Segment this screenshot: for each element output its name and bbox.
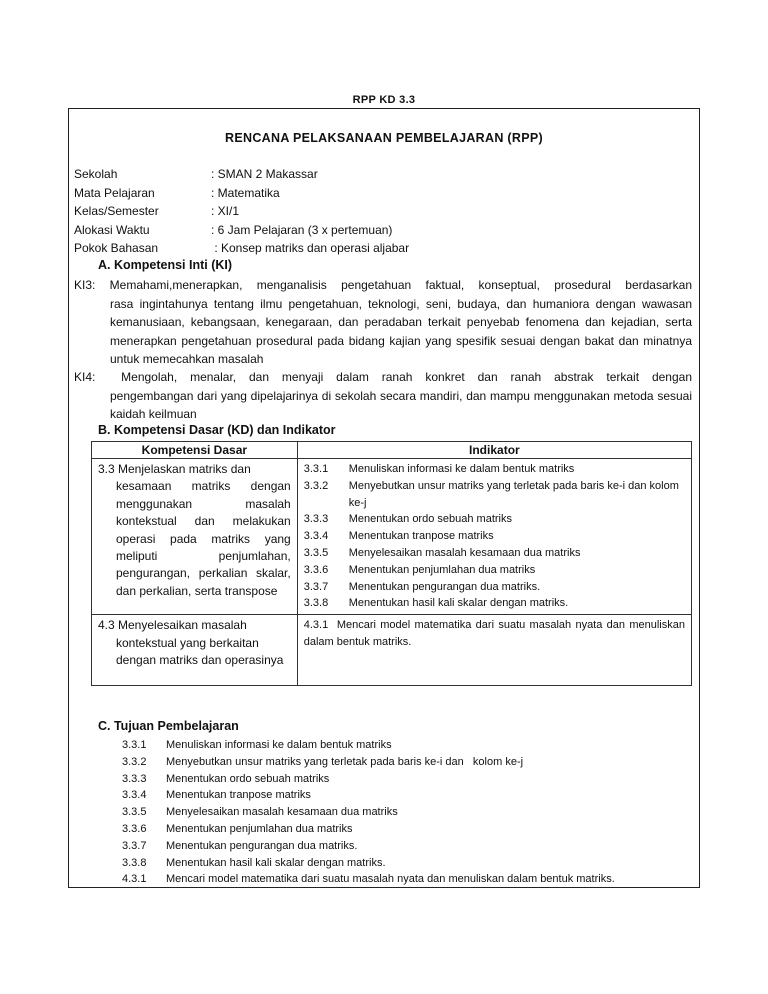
kd-cell: [92, 459, 298, 615]
table-header-row: [92, 442, 692, 459]
kd-3-3-body: kesamaan matriks dengan menggunakan masalah kontekstual dan melakukan operasi pada matriks yang meliputi penjumlahan, pengurangan, perkalian skalar, dan perkalian, serta transpose: [116, 479, 291, 598]
field-pokok-bahasan: [74, 239, 409, 258]
indicator-number: 3.3.4: [303, 530, 329, 543]
tujuan-text: Menentukan hasil kali skalar dengan matriks.: [166, 856, 386, 869]
field-mata-pelajaran: [74, 184, 409, 203]
indicator-text: Menyebutkan unsur matriks yang terletak pada baris ke-i dan kolom ke-j: [348, 479, 679, 509]
indicator-text: Mencari model matematika dari suatu masalah nyata dan menuliskan dalam bentuk matriks.: [303, 619, 685, 648]
tujuan-text: Menyebutkan unsur matriks yang terletak pada baris ke-i dan kolom ke-j: [166, 755, 524, 768]
indicator-number: 3.3.7: [303, 580, 329, 593]
tujuan-number: 3.3.4: [122, 789, 147, 802]
indicator-text: Menentukan pengurangan dua matriks.: [348, 580, 541, 593]
indicator-text: Menentukan penjumlahan dua matriks: [348, 563, 536, 576]
tujuan-text: Menyelesaikan masalah kesamaan dua matriks: [166, 806, 398, 819]
field-value: : 6 Jam Pelajaran (3 x pertemuan): [211, 222, 393, 237]
field-value: : SMAN 2 Makassar: [211, 167, 318, 181]
field-alokasi-waktu: [74, 221, 409, 240]
field-sekolah: [74, 165, 409, 184]
table-row: [92, 615, 692, 686]
tujuan-text: Menentukan tranpose matriks: [166, 789, 311, 802]
tujuan-text: Menuliskan informasi ke dalam bentuk matriks: [166, 739, 392, 751]
field-label: Kelas/Semester: [74, 204, 159, 218]
kd-cell: [92, 615, 298, 686]
list-item: [122, 771, 615, 788]
tujuan-number: 3.3.5: [122, 806, 147, 819]
indicator-item: [304, 461, 685, 478]
tujuan-list: [122, 737, 615, 888]
section-heading-kd: B. Kompetensi Dasar (KD) dan Indikator: [98, 423, 336, 437]
kd-3-3: [98, 461, 291, 600]
indicator-item: [304, 562, 685, 579]
identity-fields: [74, 165, 409, 258]
list-item: [122, 855, 615, 872]
list-item: [122, 821, 615, 838]
column-header-indikator: Indikator: [297, 442, 691, 459]
indicator-number: 3.3.8: [303, 597, 329, 610]
indicator-text: Menyelesaikan masalah kesamaan dua matriks: [348, 546, 581, 559]
table-row: [92, 459, 692, 615]
tujuan-number: 3.3.2: [122, 755, 147, 768]
indicator-cell: [297, 459, 691, 615]
field-label: Pokok Bahasan: [74, 241, 159, 255]
ki4-body: pengembangan dari yang dipelajarinya di sekolah secara mandiri, dan mampu menggunakan metoda sesuai kaidah keilmuan: [110, 388, 692, 421]
tujuan-number: 3.3.1: [122, 739, 147, 751]
indicator-number: 3.3.1: [303, 463, 329, 475]
page-header: RPP KD 3.3: [352, 94, 416, 106]
section-heading-ki: A. Kompetensi Inti (KI): [98, 258, 233, 272]
indicator-item: [304, 595, 685, 612]
list-item: [122, 787, 615, 804]
document-title: RENCANA PELAKSANAAN PEMBELAJARAN (RPP): [225, 131, 543, 145]
tujuan-number: 3.3.7: [122, 839, 147, 852]
tujuan-number: 3.3.3: [122, 772, 147, 785]
indicator-text: Menuliskan informasi ke dalam bentuk matriks: [348, 463, 575, 475]
indicator-number: 3.3.5: [303, 546, 329, 559]
list-item: [122, 737, 615, 754]
kd-4-3: [98, 617, 291, 669]
kd-4-3-body: kontekstual yang berkaitan dengan matriks dan operasinya: [116, 635, 284, 667]
field-label: Sekolah: [74, 167, 118, 181]
ki3-paragraph: [74, 276, 692, 369]
indicator-item: [304, 511, 685, 528]
field-value: : XI/1: [211, 204, 240, 218]
indicator-number: 3.3.6: [303, 563, 329, 576]
list-item: [122, 754, 615, 771]
list-item: [122, 838, 615, 855]
ki3-first-line: KI3: Memahami,menerapkan, menganalisis pengetahuan faktual, konseptual, prosedural berdasarkan: [74, 278, 692, 292]
kd-indicator-table: [91, 441, 692, 686]
tujuan-text: Menentukan ordo sebuah matriks: [166, 772, 330, 785]
indicator-text: Menentukan hasil kali skalar dengan matriks.: [348, 597, 569, 610]
kd-3-3-first: 3.3 Menjelaskan matriks dan: [98, 462, 251, 476]
field-label: Mata Pelajaran: [74, 185, 155, 200]
tujuan-number: 3.3.6: [122, 822, 147, 835]
indicator-number: 3.3.3: [303, 513, 329, 526]
tujuan-number: 4.3.1: [122, 873, 147, 886]
tujuan-number: 3.3.8: [122, 856, 147, 869]
indicator-item: [304, 528, 685, 545]
tujuan-text: Menentukan pengurangan dua matriks.: [166, 839, 358, 852]
indicator-item: [304, 545, 685, 562]
field-label: Alokasi Waktu: [74, 222, 150, 237]
indicator-text: Menentukan ordo sebuah matriks: [348, 513, 512, 526]
ki4-paragraph: [74, 368, 692, 424]
section-heading-tujuan: C. Tujuan Pembelajaran: [98, 719, 239, 733]
field-value: : Matematika: [211, 185, 280, 200]
column-header-kd: Kompetensi Dasar: [92, 442, 298, 459]
list-item: [122, 804, 615, 821]
tujuan-text: Mencari model matematika dari suatu masalah nyata dan menuliskan dalam bentuk matriks.: [166, 873, 615, 886]
indicator-number: 3.3.2: [303, 479, 329, 492]
indicator-item: [304, 478, 685, 512]
indicator-4-3-1: [304, 617, 685, 650]
indicator-text: Menentukan tranpose matriks: [348, 530, 494, 543]
field-value: : Konsep matriks dan operasi aljabar: [211, 241, 410, 255]
list-item: [122, 871, 615, 888]
ki4-first-line: KI4: Mengolah, menalar, dan menyaji dalam ranah konkret dan ranah abstrak terkait dengan: [74, 370, 692, 384]
tujuan-text: Menentukan penjumlahan dua matriks: [166, 822, 353, 835]
indicator-number: 4.3.1: [303, 619, 329, 632]
indicator-cell: [297, 615, 691, 686]
field-kelas-semester: [74, 202, 409, 221]
indicator-item: [304, 579, 685, 596]
kd-4-3-first: 4.3 Menyelesaikan masalah: [98, 618, 247, 633]
ki3-body: rasa ingintahunya tentang ilmu pengetahuan, teknologi, seni, budaya, dan humaniora dengan wawasan kemanusiaan, kebangsaan, kenegaraan, dan peradaban terkait penyebab fenomena dan kejadian, serta menerapkan pengetahuan prosedural pada bidang kajian yang spesifik sesuai dengan bakat dan minatnya untuk memecahkan masalah: [110, 296, 692, 366]
